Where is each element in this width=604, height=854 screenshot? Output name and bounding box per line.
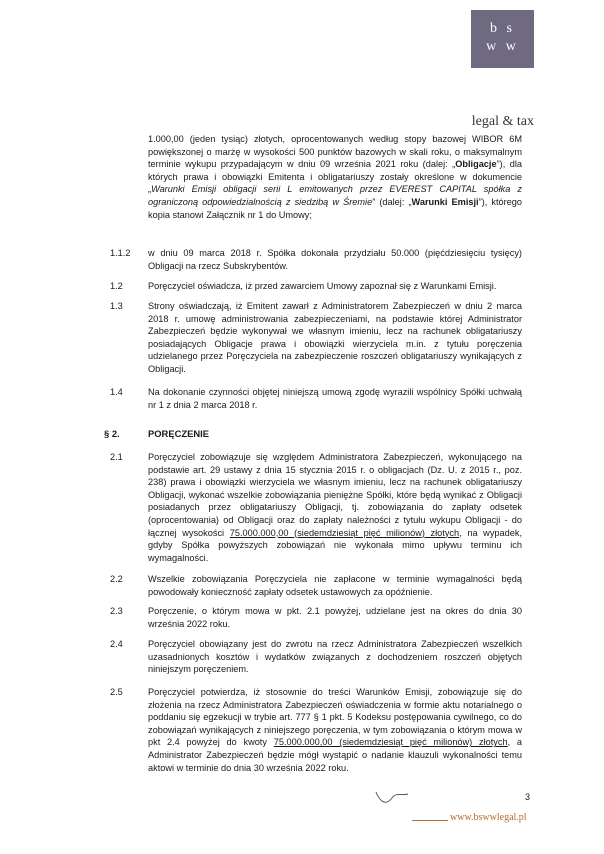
section-number: § 2. <box>104 428 120 439</box>
paragraph-2-4: Poręczyciel obowiązany jest do zwrotu na rzecz Administratora Zabezpieczeń wszelkich uzasadnionych kosztów i wydatków związanych z dochodzeniem roszczeń objętych niniejszym poręczeniem. <box>148 639 522 675</box>
paragraph-number: 2.2 <box>110 574 123 584</box>
cont-text-b: ”), dla których prawa i obowiązki Emitenta i obligatariuszy zostały określone w dokumencie „ <box>148 159 522 195</box>
cont-text-c: ” (dalej: „ <box>372 196 412 207</box>
cont-bold-a: Obligacje <box>455 159 497 170</box>
item-number: 1.2 <box>110 281 123 291</box>
footer-url[interactable]: www.bswwlegal.pl <box>450 812 527 823</box>
continuation-paragraph <box>148 133 522 221</box>
paragraph-2-2: Wszelkie zobowiązania Poręczyciela nie zapłacone w terminie wymagalności będą powodowały konieczność zapłaty odsetek ustawowych za opóźnienie. <box>148 574 522 597</box>
cont-text-d: ”), którego kopia stanowi Załącznik nr 1 do Umowy; <box>148 196 522 220</box>
cont-italic: Warunki Emisji obligacji serii L emitowanych przez EVEREST CAPITAL spółka z ograniczoną odpowiedzialnością z siedzibą w Śremie <box>148 184 522 207</box>
paragraph-number: 2.3 <box>110 606 123 616</box>
paragraph-number: 2.5 <box>110 687 123 697</box>
item-text: Poręczyciel oświadcza, iż przed zawarciem Umowy zapoznał się z Warunkami Emisji. <box>148 281 497 291</box>
paragraph-number: 2.1 <box>110 452 123 462</box>
item-text: w dniu 09 marca 2018 r. Spółka dokonała przydziału 50.000 (pięćdziesięciu tysięcy) Obligacji na rzecz Subskrybentów. <box>148 248 522 271</box>
section-title: PORĘCZENIE <box>148 428 209 439</box>
company-logo <box>471 10 534 68</box>
p21-text-b: , na wypadek, gdyby Spółka powyższych zobowiązań nie wykonała mimo upływu terminu ich wymagalności. <box>148 527 522 563</box>
logo-line-1: b s <box>490 21 515 36</box>
item-number: 1.4 <box>110 387 123 397</box>
signature-mark <box>372 788 412 808</box>
item-text: Na dokonanie czynności objętej niniejszą umową zgodę wyrazili wspólnicy Spółki uchwałą nr 1 z dnia 2 marca 2018 r. <box>148 387 522 410</box>
brand-name: legal & tax <box>471 114 534 129</box>
p25-amount: 75.000.000,00 (siedemdziesiąt pięć milionów) złotych <box>273 737 508 748</box>
p21-amount: 75.000.000,00 (siedemdziesiąt pięć milionów) złotych <box>229 527 460 538</box>
logo-line-2: w w <box>486 39 519 54</box>
footer-divider <box>412 820 448 821</box>
page-number: 3 <box>525 792 531 802</box>
paragraph-2-1 <box>148 451 522 564</box>
paragraph-2-5 <box>148 686 522 774</box>
item-number: 1.3 <box>110 301 123 311</box>
paragraph-number: 2.4 <box>110 639 123 649</box>
cont-bold-b: Warunki Emisji <box>411 196 479 207</box>
p21-text-a: Poręczyciel zobowiązuje się względem Administratora Zabezpieczeń, wykonującego na podstawie art. 29 ustawy z dnia 15 stycznia 2015 r. o obligacjach (Dz. U. z 2015 r., poz. 238) prawa i obowiązki wierzyciela we własnym imieniu, lecz na rachunek obligatariuszy Obligacji, wykonać wszelkie zobowiązania pieniężne Spółki, które będą wynikać z Obligacji posiadanych przez obligatariuszy Obligacji, tj. zobowiązania do zapłaty odsetek (oprocentowania) od Obligacji oraz do zapłaty należności z tytułu wykupu Obligacji - do łącznej wysokości <box>148 452 522 538</box>
p25-text-b: , a Administrator Zabezpieczeń będzie mógł wystąpić o nadanie klauzuli wykonalności temu aktowi w terminie do dnia 30 września 2022 roku. <box>148 737 523 773</box>
item-text: Strony oświadczają, iż Emitent zawarł z Administratorem Zabezpieczeń w dniu 2 marca 2018 r. umowę administrowania zabezpieczeniami, na podstawie której Administrator Zabezpieczeń będzie wykonywał we własnym imieniu, lecz na rachunek obligatariuszy posiadających Obligacje prawa i obowiązki wierzyciela m.in. z tytułu poręczenia udzielanego przez Poręczyciela na zabezpieczenie roszczeń obligatariuszy wynikających z Obligacji. <box>148 301 522 374</box>
item-number: 1.1.2 <box>110 248 131 258</box>
p25-text-a: Poręczyciel potwierdza, iż stosownie do treści Warunków Emisji, zobowiązuje się do złożenia na rzecz Administratora Zabezpieczeń oświadczenia w formie aktu notarialnego o poddaniu się egzekucji w trybie art. 777 § 1 pkt. 5 Kodeksu postępowania cywilnego, co do zobowiązań wynikających z niniejszego poręczenia, w tym zobowiązania o którym mowa w pkt 2.4 powyżej do kwoty <box>148 687 522 748</box>
paragraph-2-3: Poręczenie, o którym mowa w pkt. 2.1 powyżej, udzielane jest na okres do dnia 30 września 2022 roku. <box>148 606 522 629</box>
cont-text-a: 1.000,00 (jeden tysiąc) złotych, oprocentowanych według stopy bazowej WIBOR 6M powiększonej o marżę w wysokości 500 punktów bazowych w skali roku, o maksymalnym terminie wykupu przypadającym w dniu 09 września 2021 roku (dalej: „ <box>148 134 522 170</box>
